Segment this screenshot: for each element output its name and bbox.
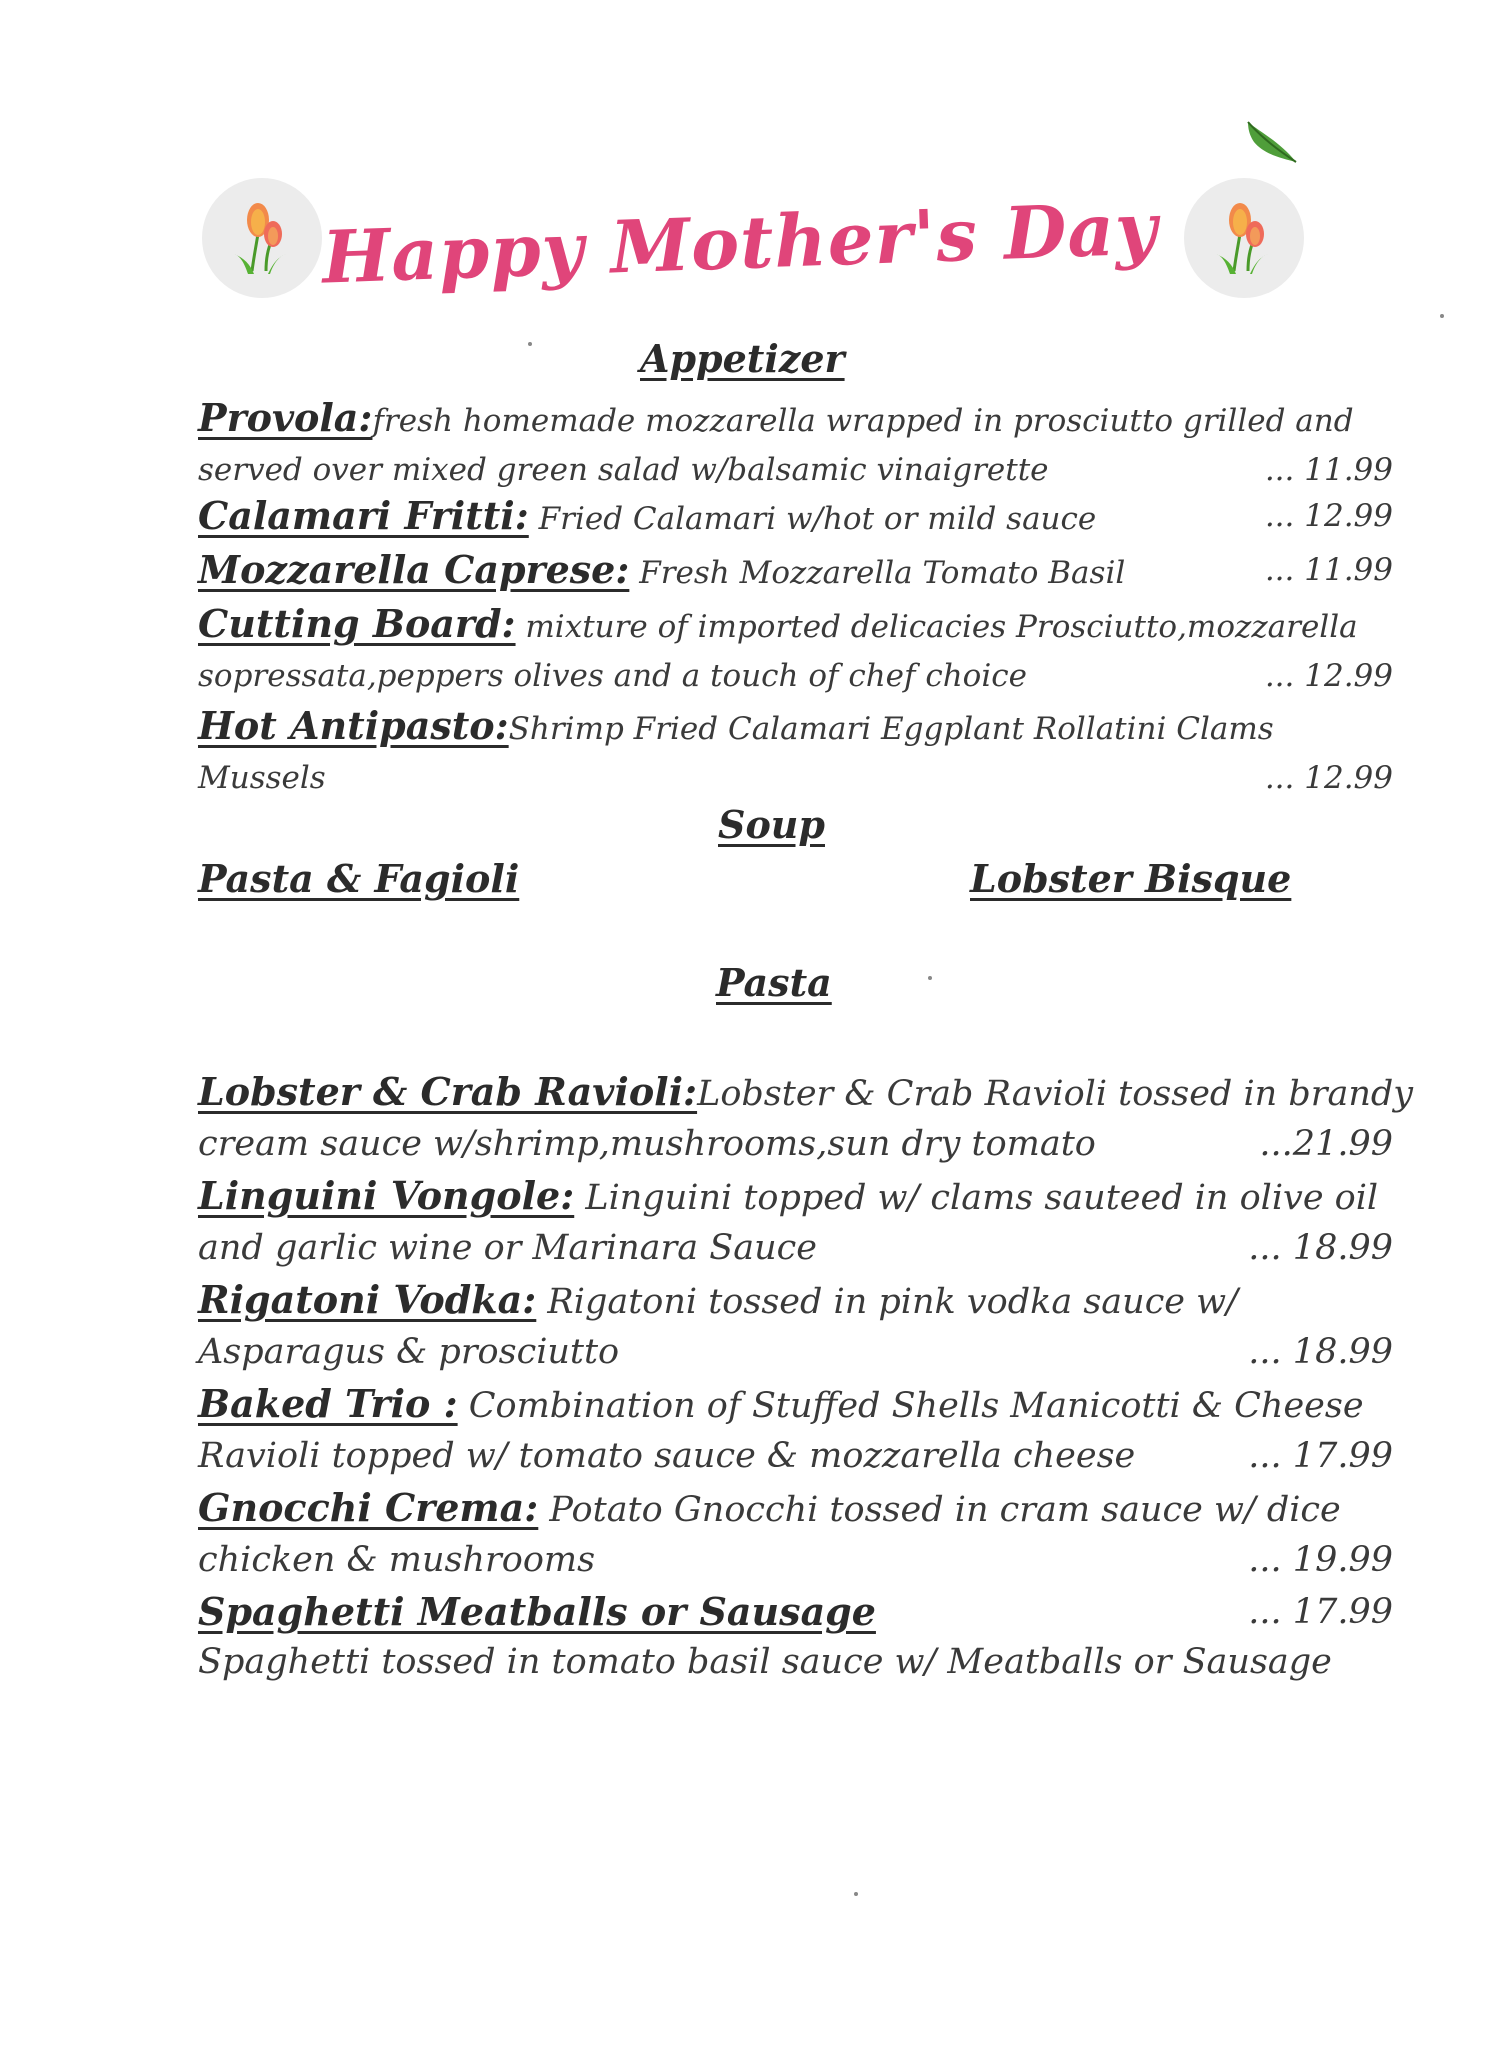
- item-price: ... 11.99: [1264, 552, 1393, 588]
- menu-item: [198, 1586, 1393, 1638]
- item-name: Rigatoni Vodka:: [198, 1277, 537, 1322]
- item-name: Cutting Board:: [198, 601, 516, 646]
- item-description: cream sauce w/shrimp,mushrooms,sun dry tomato: [198, 1124, 1096, 1164]
- item-price: ... 12.99: [1264, 760, 1393, 796]
- menu-item: [198, 490, 1393, 542]
- item-name: Lobster & Crab Ravioli:: [198, 1069, 698, 1114]
- item-description: Linguini topped w/ clams sauteed in olive oil: [574, 1178, 1379, 1218]
- tulip-icon: [1182, 176, 1306, 300]
- menu-item: [198, 1274, 1393, 1378]
- item-name: Spaghetti Meatballs or Sausage: [198, 1589, 876, 1634]
- item-price: ... 11.99: [1264, 452, 1393, 488]
- item-price: ... 17.99: [1248, 1436, 1393, 1476]
- menu-item: [198, 1066, 1414, 1170]
- menu-item: [198, 1170, 1393, 1274]
- item-price: ... 12.99: [1264, 498, 1393, 534]
- item-price: ... 12.99: [1264, 658, 1393, 694]
- leaf-icon: [1240, 114, 1300, 170]
- section-heading-soup: Soup: [718, 802, 825, 847]
- item-price: ... 17.99: [1248, 1592, 1393, 1632]
- item-description: and garlic wine or Marinara Sauce: [198, 1228, 817, 1268]
- menu-item: [198, 392, 1393, 496]
- item-name: Provola:: [198, 395, 373, 440]
- item-name: Hot Antipasto:: [198, 703, 509, 748]
- item-description: Lobster & Crab Ravioli tossed in brandy: [697, 1074, 1414, 1114]
- item-description: Fried Calamari w/hot or mild sauce: [528, 501, 1097, 537]
- item-description: served over mixed green salad w/balsamic vinaigrette: [198, 452, 1049, 488]
- item-description: Asparagus & prosciutto: [198, 1332, 620, 1372]
- item-name: Baked Trio :: [198, 1381, 458, 1426]
- item-name: Calamari Fritti:: [198, 493, 529, 538]
- item-description: Combination of Stuffed Shells Manicotti & Cheese: [457, 1386, 1364, 1426]
- item-description: mixture of imported delicacies Prosciutto,mozzarella: [515, 609, 1358, 645]
- page-title: Happy Mother's Day: [320, 185, 1160, 300]
- item-description: Shrimp Fried Calamari Eggplant Rollatini Clams: [508, 711, 1274, 747]
- item-price: ... 18.99: [1248, 1332, 1393, 1372]
- item-description: fresh homemade mozzarella wrapped in prosciutto grilled and: [372, 403, 1354, 439]
- soup-item: Lobster Bisque: [970, 856, 1292, 901]
- item-description: sopressata,peppers olives and a touch of chef choice: [198, 658, 1027, 694]
- item-name: Mozzarella Caprese:: [198, 547, 630, 592]
- item-description: chicken & mushrooms: [198, 1540, 596, 1580]
- soup-item: Pasta & Fagioli: [198, 856, 520, 901]
- menu-item: [198, 700, 1393, 804]
- item-price: ... 18.99: [1248, 1228, 1393, 1268]
- item-price: ...21.99: [1259, 1124, 1393, 1164]
- section-heading-appetizer: Appetizer: [640, 336, 845, 381]
- menu-item: [198, 544, 1393, 596]
- item-description: Ravioli topped w/ tomato sauce & mozzarella cheese: [198, 1436, 1136, 1476]
- item-name: Gnocchi Crema:: [198, 1485, 539, 1530]
- item-description: Potato Gnocchi tossed in cram sauce w/ dice: [538, 1490, 1341, 1530]
- scan-speck: [928, 976, 932, 980]
- item-description: Rigatoni tossed in pink vodka sauce w/: [536, 1282, 1238, 1322]
- item-description: Mussels: [198, 760, 326, 796]
- menu-item: [198, 1482, 1393, 1586]
- item-price: ... 19.99: [1248, 1540, 1393, 1580]
- menu-item: [198, 1378, 1393, 1482]
- item-name: Linguini Vongole:: [198, 1173, 575, 1218]
- item-description: Spaghetti tossed in tomato basil sauce w/ Meatballs or Sausage: [198, 1642, 1332, 1682]
- scan-speck: [528, 342, 532, 346]
- scan-speck: [1440, 314, 1444, 318]
- scan-speck: [854, 1892, 858, 1896]
- menu-item: [198, 598, 1393, 702]
- section-heading-pasta: Pasta: [716, 960, 832, 1005]
- item-description: Fresh Mozzarella Tomato Basil: [629, 555, 1126, 591]
